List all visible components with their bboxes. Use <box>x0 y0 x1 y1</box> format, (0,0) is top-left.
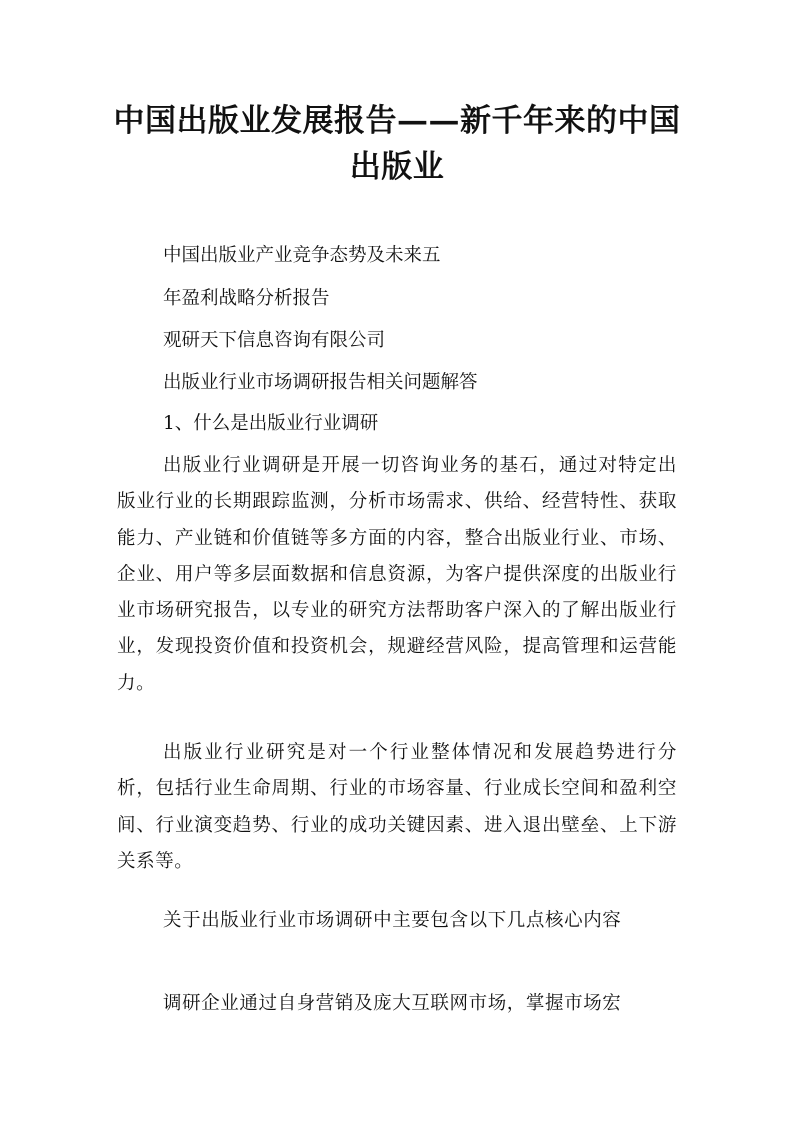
company-name: 观研天下信息咨询有限公司 <box>163 330 386 351</box>
question-heading: 1、什么是出版业行业调研 <box>163 413 379 434</box>
paragraph-definition: 出版业行业调研是开展一切咨询业务的基石，通过对特定出版业行业的长期跟踪监测，分析市场需求、供给、经营特性、获取能力、产业链和价值链等多方面的内容，整合出版业行业、市场、企业、用户等多层面数据和信息资源，为客户提供深度的出版业行业市场研究报告，以专业的研究方法帮助客户深入的了解出版业行业，发现投资价值和投资机会，规避经营风险，提高管理和运营能力。 <box>117 455 677 694</box>
paragraph-core-content: 关于出版业行业市场调研中主要包含以下几点核心内容 <box>163 910 622 931</box>
document-title: 中国出版业发展报告——新千年来的中国出版业 <box>113 103 681 185</box>
subtitle-line-1: 中国出版业产业竞争态势及未来五 <box>163 245 441 266</box>
paragraph-method: 调研企业通过自身营销及庞大互联网市场，掌握市场宏 <box>163 993 622 1014</box>
section-heading: 出版业行业市场调研报告相关问题解答 <box>163 372 478 393</box>
paragraph-research-scope: 出版业行业研究是对一个行业整体情况和发展趋势进行分析，包括行业生命周期、行业的市场容量、行业成长空间和盈利空间、行业演变趋势、行业的成功关键因素、进入退出壁垒、上下游关系等。 <box>117 742 677 872</box>
subtitle-line-2: 年盈利战略分析报告 <box>163 288 330 309</box>
